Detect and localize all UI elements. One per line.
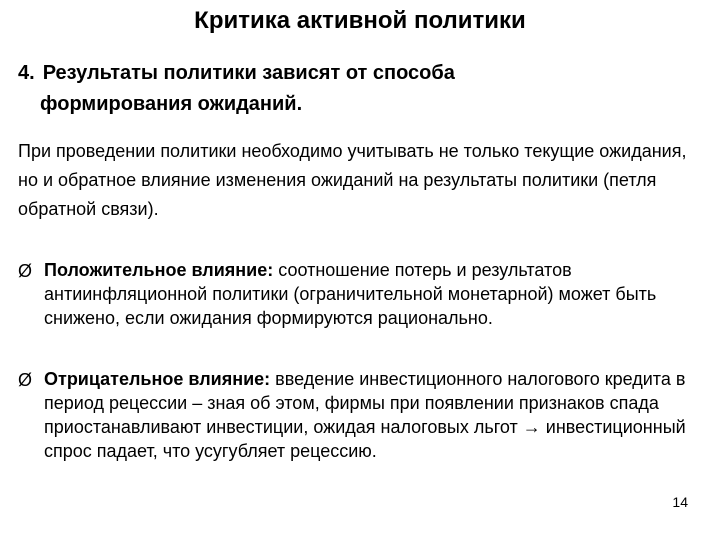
intro-paragraph: При проведении политики необходимо учитывать не только текущие ожидания, но и обратное влияние изменения ожиданий на результаты политики (петля обратной связи). xyxy=(18,141,687,219)
subheading-number: 4. xyxy=(18,62,35,84)
subheading xyxy=(18,58,708,120)
bullet-body xyxy=(18,258,708,330)
subheading-line-2: формирования ожиданий. xyxy=(40,93,303,115)
bullet-text: соотношение потерь и результатов антиинфляционной политики (ограничительной монетарной) может быть снижено, если ожидания формируются рационально. xyxy=(44,260,657,328)
slide-title: Критика активной политики xyxy=(194,7,526,34)
subheading-line-1: Результаты политики зависят от способа xyxy=(42,62,455,84)
bullet-negative-influence xyxy=(18,367,708,463)
page-number: 14 xyxy=(672,494,688,510)
arrow-bullet-icon: Ø xyxy=(18,261,33,281)
bullet-lead: Отрицательное влияние: xyxy=(44,369,271,389)
bullet-positive-influence xyxy=(18,258,708,330)
bullet-lead: Положительное влияние: xyxy=(44,260,274,280)
arrow-bullet-icon: Ø xyxy=(18,370,33,390)
bullet-body xyxy=(18,367,708,463)
bullet-text: введение инвестиционного налогового кредита в период рецессии – зная об этом, фирмы при появлении признаков спада приостанавливают инвестиции, ожидая налоговых льгот → инвестиционный спрос падает, что усугубляет рецессию. xyxy=(44,369,686,461)
